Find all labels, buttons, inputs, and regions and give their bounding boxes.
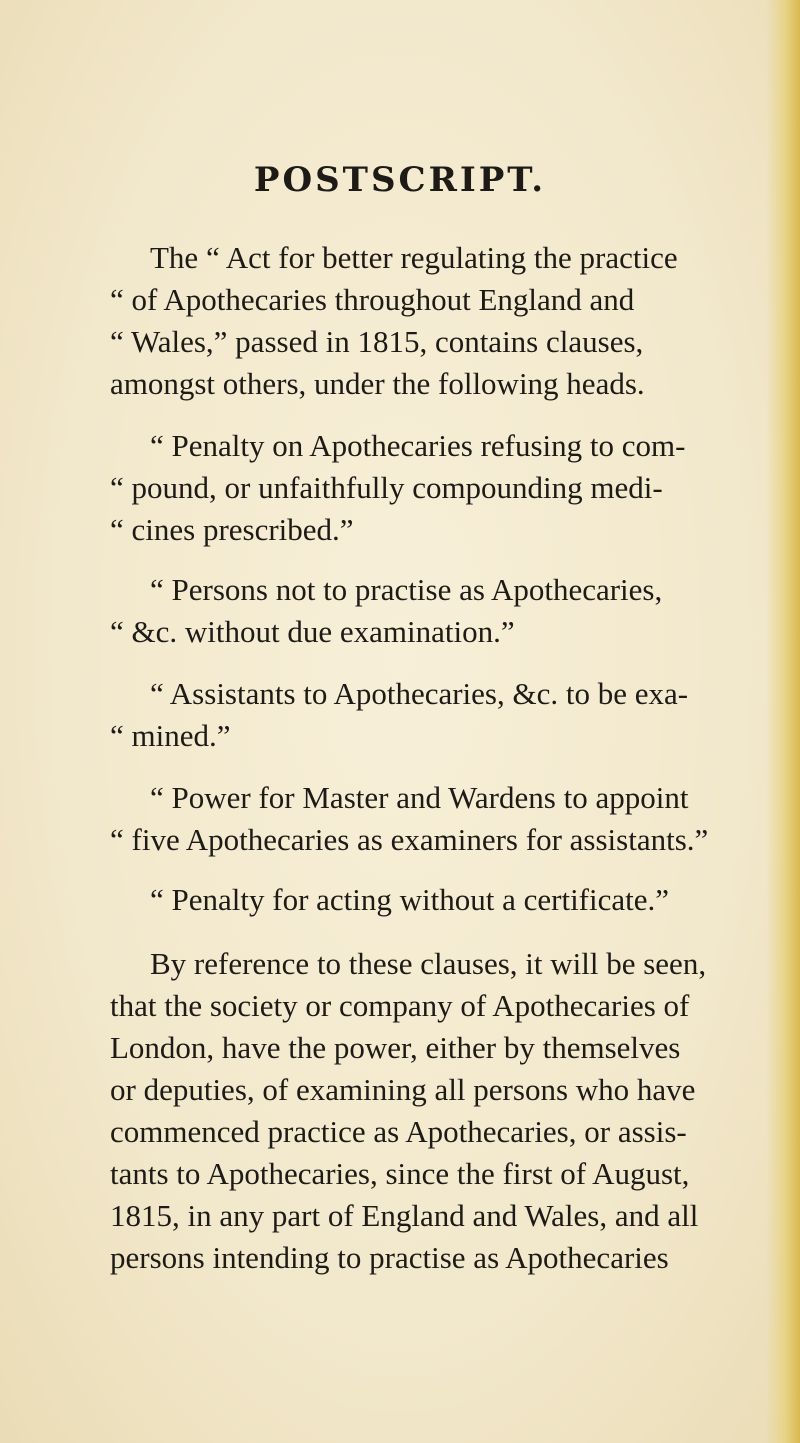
text-line: “ cines prescribed.” xyxy=(110,512,354,547)
text-line: “ Power for Master and Wardens to appoint xyxy=(150,780,689,815)
text-line: “ five Apothecaries as examiners for assistants.” xyxy=(110,822,709,857)
text-line: commenced practice as Apothecaries, or assis- xyxy=(110,1114,687,1149)
page-title: POSTSCRIPT. xyxy=(253,160,547,200)
text-line: persons intending to practise as Apothecaries xyxy=(110,1240,669,1275)
text-line: “ Penalty for acting without a certificate.” xyxy=(150,882,670,917)
text-line: London, have the power, either by themselves xyxy=(110,1030,681,1065)
text-line: “ &c. without due examination.” xyxy=(110,614,515,649)
text-line: “ Wales,” passed in 1815, contains clauses, xyxy=(110,324,644,359)
text-line: By reference to these clauses, it will be seen, xyxy=(150,946,707,981)
text-line: “ Persons not to practise as Apothecaries, xyxy=(150,572,663,607)
text-line: 1815, in any part of England and Wales, and all xyxy=(110,1198,699,1233)
text-line: “ Penalty on Apothecaries refusing to com- xyxy=(150,428,686,463)
page-edge xyxy=(766,0,800,1443)
text-line: tants to Apothecaries, since the first of August, xyxy=(110,1156,690,1191)
text-line: that the society or company of Apothecaries of xyxy=(110,988,690,1023)
text-line: The “ Act for better regulating the practice xyxy=(150,240,678,275)
text-line: or deputies, of examining all persons who have xyxy=(110,1072,696,1107)
text-line: “ pound, or unfaithfully compounding medi- xyxy=(110,470,663,505)
text-line: “ of Apothecaries throughout England and xyxy=(110,282,635,317)
text-line: “ mined.” xyxy=(110,718,231,753)
text-line: “ Assistants to Apothecaries, &c. to be exa- xyxy=(150,676,689,711)
text-line: amongst others, under the following heads. xyxy=(110,366,645,401)
